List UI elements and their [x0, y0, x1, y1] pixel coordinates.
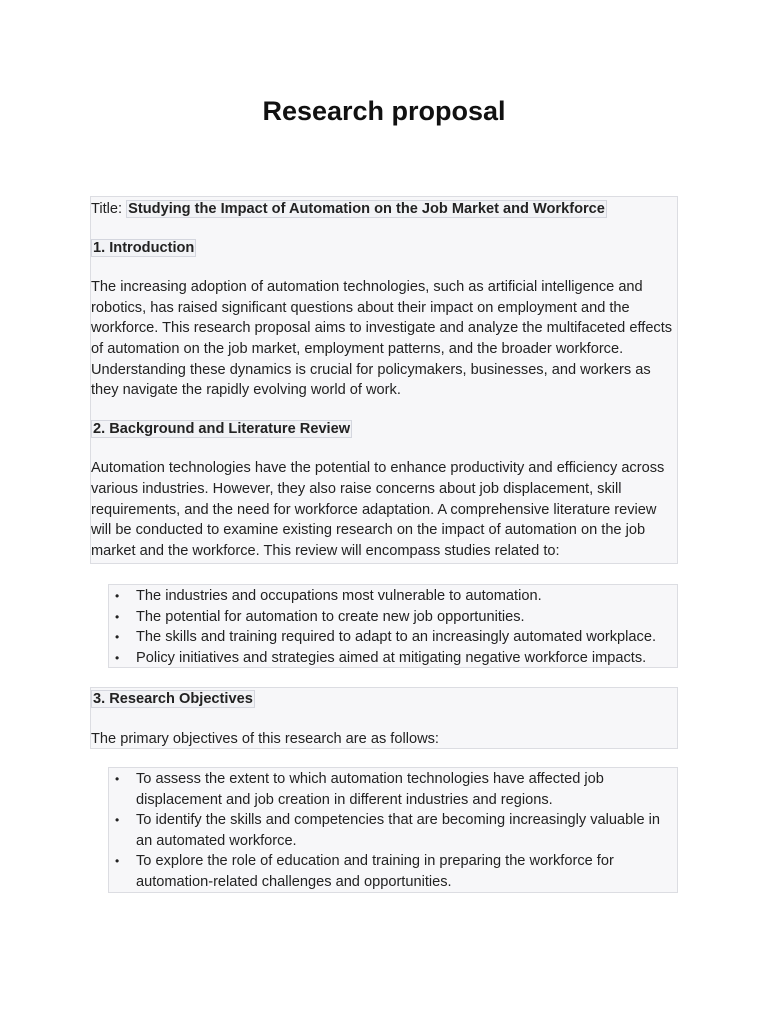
- list-item: • The skills and training required to adapt to an increasingly automated workplace.: [109, 627, 677, 648]
- introduction-heading: 1. Introduction: [93, 239, 195, 256]
- page-title: Research proposal: [262, 96, 506, 126]
- objectives-body: The primary objectives of this research are as follows:: [91, 730, 439, 747]
- list-item: • To identify the skills and competencies that are becoming increasingly valuable in an automated workforce.: [109, 810, 677, 851]
- list-item: • The potential for automation to create new job opportunities.: [109, 607, 677, 628]
- title-label: Title:: [91, 201, 123, 217]
- list-item: • To explore the role of education and training in preparing the workforce for automation-related challenges and opportunities.: [109, 851, 677, 892]
- introduction-heading-line: [91, 238, 677, 259]
- objectives-heading-line: [91, 689, 677, 710]
- introduction-body: The increasing adoption of automation technologies, such as artificial intelligence and robotics, has raised significant questions about their impact on employment and the workforce. This research proposal aims to investigate and analyze the multifaceted effects of automation on the job market, employment patterns, and the broader workforce. Understanding these dynamics is crucial for policymakers, businesses, and workers as they navigate the rapidly evolving world of work.: [91, 279, 673, 399]
- objectives-block: [90, 687, 678, 749]
- title-value: Studying the Impact of Automation on the Job Market and Workforce: [128, 201, 605, 217]
- intro-block: [90, 196, 678, 564]
- background-heading: 2. Background and Literature Review: [93, 420, 351, 437]
- background-heading-line: [91, 419, 677, 440]
- title-line: [91, 199, 677, 220]
- list-item: • Policy initiatives and strategies aimed at mitigating negative workforce impacts.: [109, 648, 677, 669]
- list-item: • The industries and occupations most vulnerable to automation.: [109, 586, 677, 607]
- objectives-heading: 3. Research Objectives: [93, 691, 253, 707]
- objectives-list: [108, 767, 678, 893]
- background-body: Automation technologies have the potential to enhance productivity and efficiency across various industries. However, they also raise concerns about job displacement, skill requirements, and the need for workforce adaptation. A comprehensive literature review will be conducted to examine existing research on the impact of automation on the job market and the workforce. This review will encompass studies related to:: [91, 460, 665, 559]
- background-list: [108, 584, 678, 668]
- list-item: • To assess the extent to which automation technologies have affected job displacement and job creation in different industries and regions.: [109, 769, 677, 810]
